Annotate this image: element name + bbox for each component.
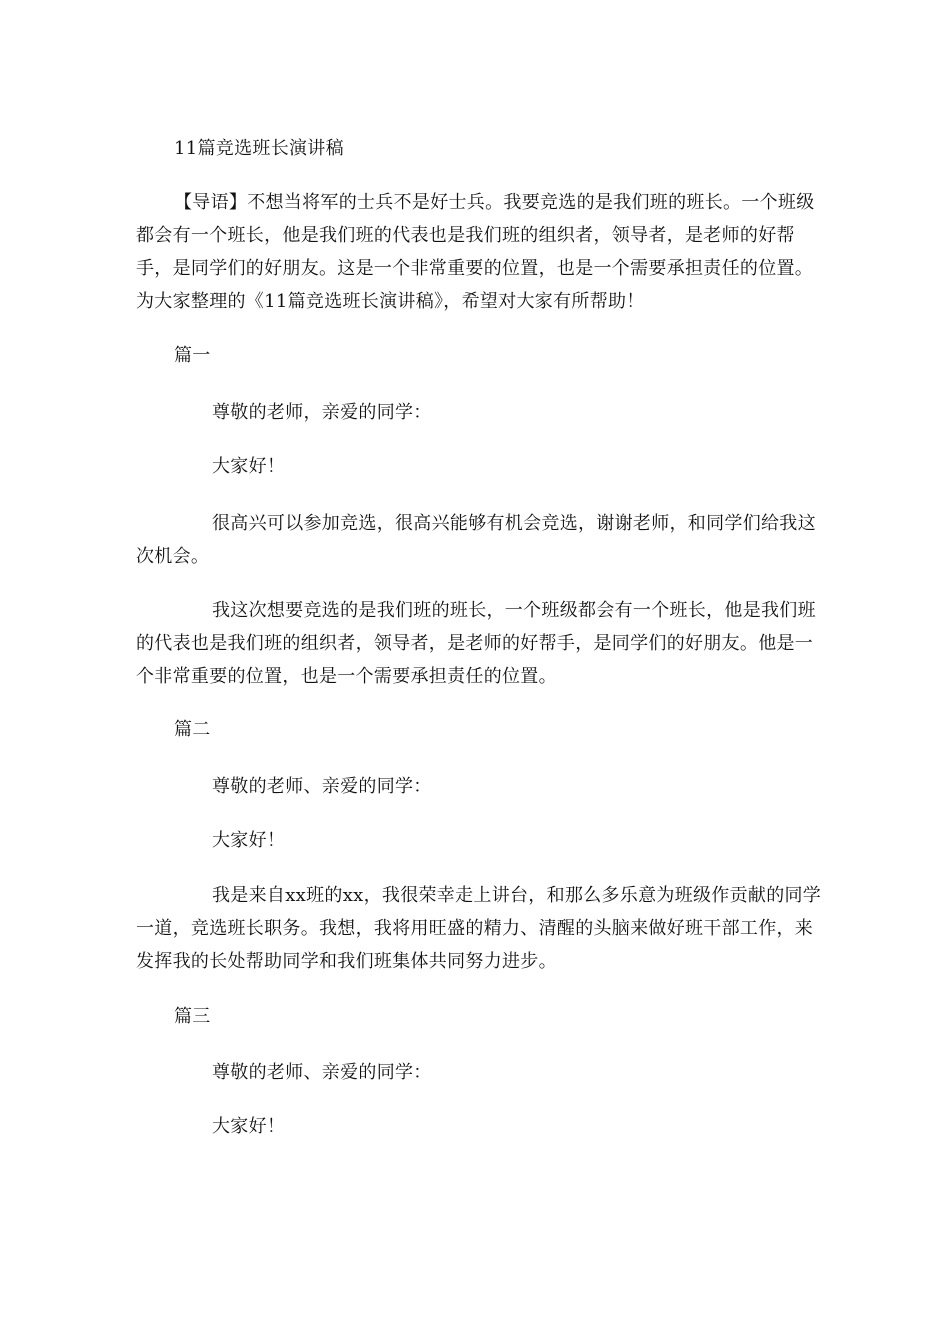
greeting: 大家好！ xyxy=(212,830,286,851)
body-paragraph: 我是来自xx班的xx，我很荣幸走上讲台，和那么多乐意为班级作贡献的同学一道，竞选班长职务。我想，我将用旺盛的精力、清醒的头脑来做好班干部工作，来发挥我的长处帮助同学和我们班集体共同努力进步。 xyxy=(136,885,822,972)
document-title: 11篇竞选班长演讲稿 xyxy=(174,138,344,159)
salutation: 尊敬的老师、亲爱的同学： xyxy=(212,776,432,797)
body-paragraph: 很高兴可以参加竞选，很高兴能够有机会竞选，谢谢老师，和同学们给我这次机会。 xyxy=(136,513,816,567)
salutation: 尊敬的老师，亲爱的同学： xyxy=(212,402,432,423)
greeting: 大家好！ xyxy=(212,456,286,477)
salutation: 尊敬的老师、亲爱的同学： xyxy=(212,1062,432,1083)
section-heading: 篇一 xyxy=(174,345,211,366)
section-heading: 篇三 xyxy=(174,1006,211,1027)
body-paragraph: 我这次想要竞选的是我们班的班长，一个班级都会有一个班长，他是我们班的代表也是我们班的组织者，领导者，是老师的好帮手，是同学们的好朋友。他是一个非常重要的位置，也是一个需要承担责任的位置。 xyxy=(136,600,816,687)
greeting: 大家好！ xyxy=(212,1116,286,1137)
intro-paragraph: 【导语】不想当将军的士兵不是好士兵。我要竞选的是我们班的班长。一个班级都会有一个班长，他是我们班的代表也是我们班的组织者，领导者，是老师的好帮手，是同学们的好朋友。这是一个非常重要的位置，也是一个需要承担责任的位置。为大家整理的《11篇竞选班长演讲稿》，希望对大家有所帮助！ xyxy=(136,192,815,312)
section-heading: 篇二 xyxy=(174,719,211,740)
